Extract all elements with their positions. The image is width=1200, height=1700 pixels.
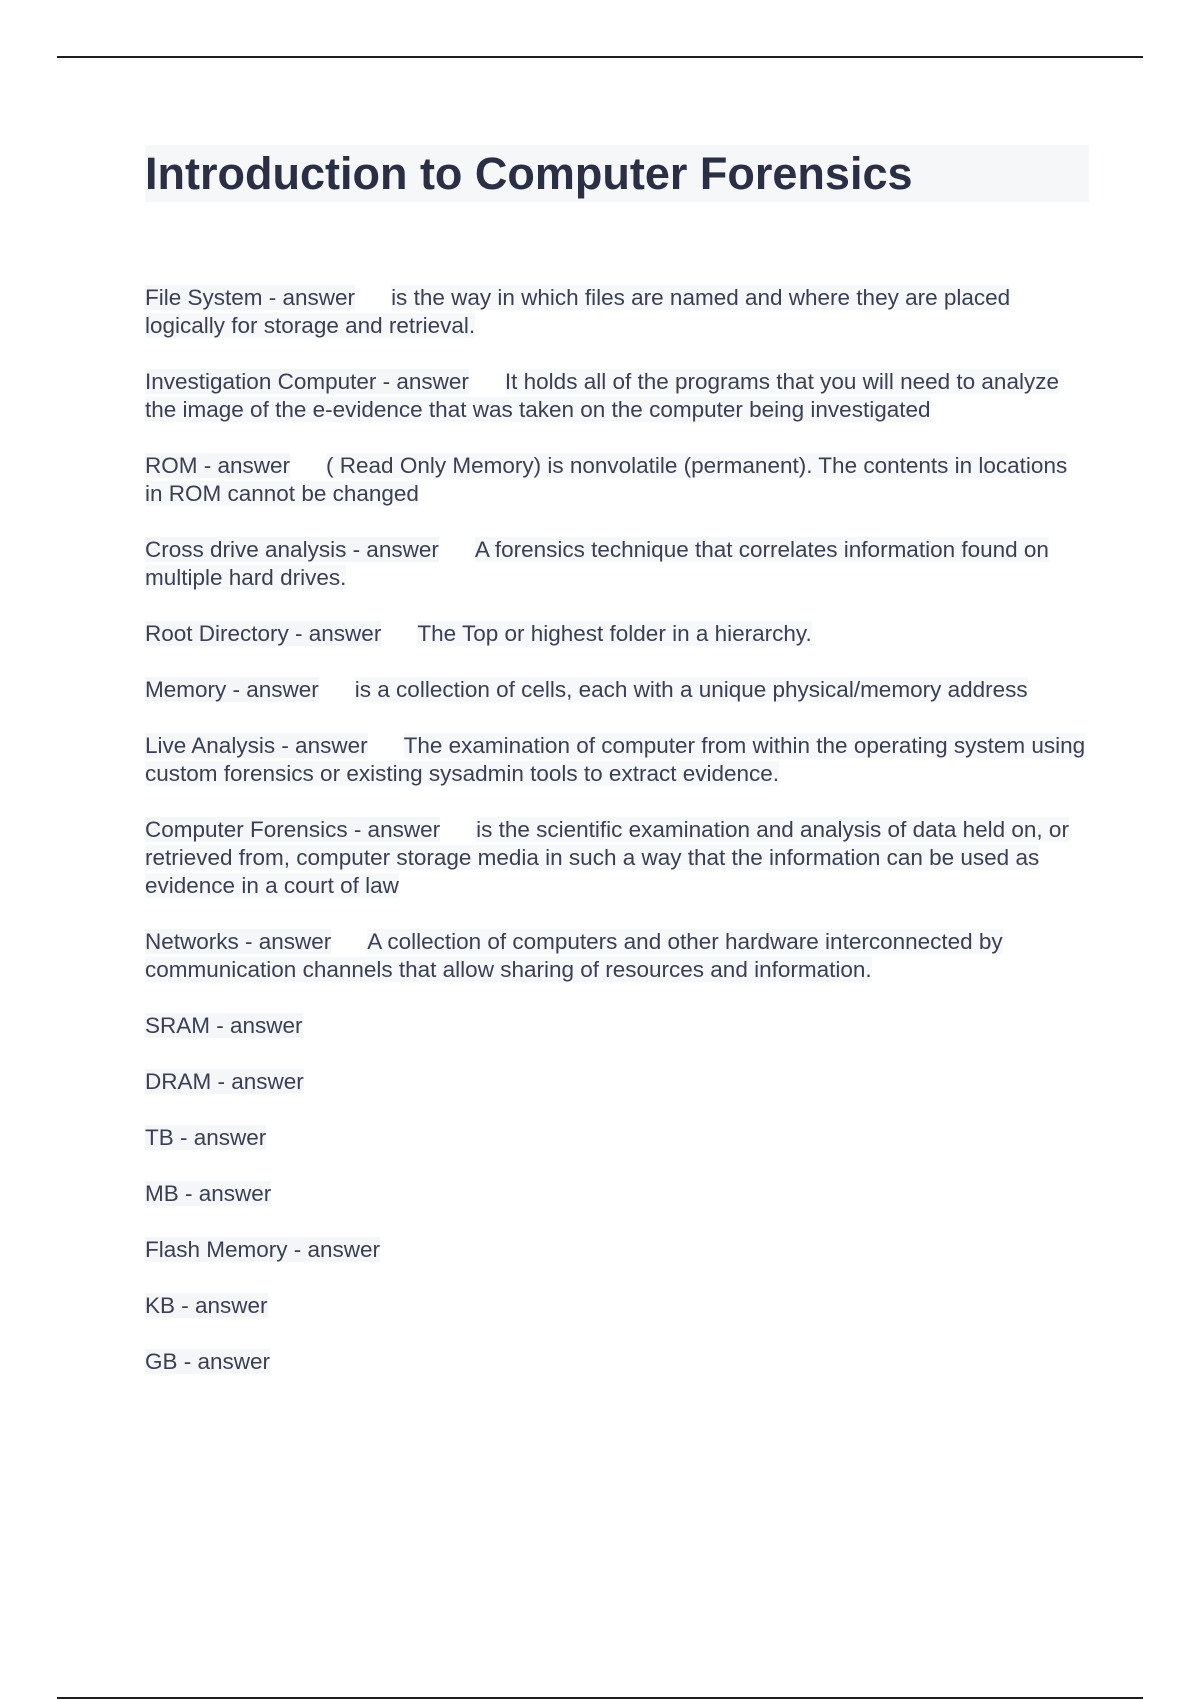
entry-definition: ( Read Only Memory) is nonvolatile (permanent). The contents in locations in ROM cannot be changed xyxy=(145,453,1068,506)
entry-term: SRAM - answer xyxy=(145,1013,303,1038)
entry-term: Flash Memory - answer xyxy=(145,1237,381,1262)
entry-term: TB - answer xyxy=(145,1125,267,1150)
flashcard-entry xyxy=(145,536,1090,592)
entry-term: GB - answer xyxy=(145,1349,271,1374)
flashcard-entry xyxy=(145,1180,1090,1208)
entry-term: Investigation Computer - answer xyxy=(145,369,469,394)
entry-definition: The examination of computer from within the operating system using custom forensics or existing sysadmin tools to extract evidence. xyxy=(145,733,1086,786)
flashcard-entry xyxy=(145,368,1090,424)
entry-term: Cross drive analysis - answer xyxy=(145,537,439,562)
flashcard-entry xyxy=(145,284,1090,340)
entry-term: Networks - answer xyxy=(145,929,332,954)
top-rule xyxy=(57,56,1143,58)
entry-definition: is the scientific examination and analysis of data held on, or retrieved from, computer storage media in such a way that the information can be used as evidence in a court of law xyxy=(145,817,1069,898)
entry-term: Live Analysis - answer xyxy=(145,733,368,758)
entry-term: Computer Forensics - answer xyxy=(145,817,441,842)
flashcard-entry xyxy=(145,620,1090,648)
flashcard-entry xyxy=(145,1068,1090,1096)
entry-term: MB - answer xyxy=(145,1181,272,1206)
entry-definition: It holds all of the programs that you will need to analyze the image of the e-evidence that was taken on the computer being investigated xyxy=(145,369,1059,422)
flashcard-entry xyxy=(145,928,1090,984)
entry-definition: is the way in which files are named and where they are placed logically for storage and retrieval. xyxy=(145,285,1011,338)
entry-term: KB - answer xyxy=(145,1293,268,1318)
entry-definition: A collection of computers and other hardware interconnected by communication channels that allow sharing of resources and information. xyxy=(145,929,1003,982)
flashcard-entry xyxy=(145,452,1090,508)
flashcard-entry xyxy=(145,816,1090,900)
entry-term: Memory - answer xyxy=(145,677,319,702)
flashcard-entry xyxy=(145,1012,1090,1040)
flashcard-entry xyxy=(145,1348,1090,1376)
flashcard-entry xyxy=(145,1236,1090,1264)
entry-definition: is a collection of cells, each with a unique physical/memory address xyxy=(354,677,1028,702)
flashcard-entry xyxy=(145,676,1090,704)
entry-definition: A forensics technique that correlates information found on multiple hard drives. xyxy=(145,537,1049,590)
entry-definition: The Top or highest folder in a hierarchy. xyxy=(417,621,812,646)
page-title: Introduction to Computer Forensics xyxy=(145,145,1089,202)
flashcard-entry xyxy=(145,732,1090,788)
flashcard-list xyxy=(145,284,1090,1404)
entry-term: DRAM - answer xyxy=(145,1069,304,1094)
flashcard-entry xyxy=(145,1124,1090,1152)
entry-term: File System - answer xyxy=(145,285,356,310)
entry-term: Root Directory - answer xyxy=(145,621,382,646)
entry-term: ROM - answer xyxy=(145,453,291,478)
bottom-rule xyxy=(57,1697,1143,1699)
flashcard-entry xyxy=(145,1292,1090,1320)
